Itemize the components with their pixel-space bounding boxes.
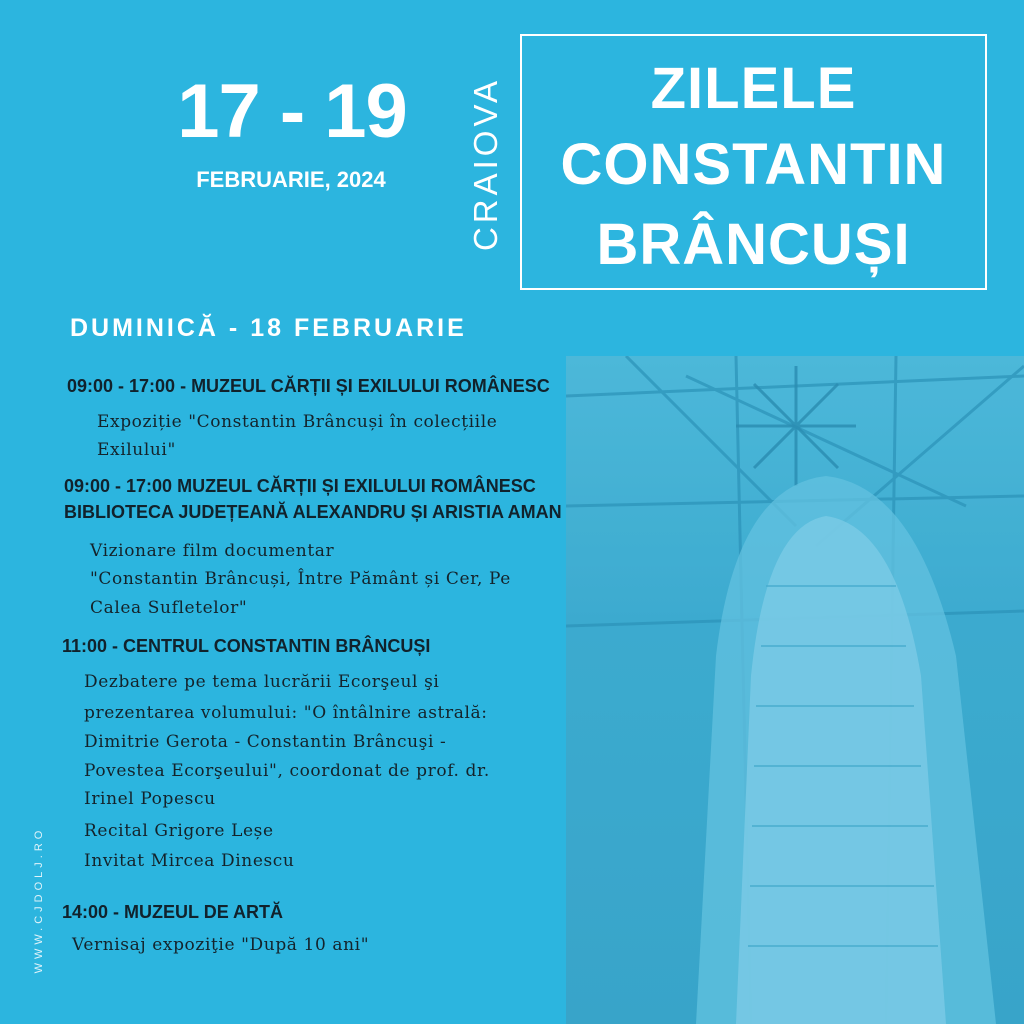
event-2-line-3: Calea Sufletelor" xyxy=(90,598,248,618)
event-4-line-1: Vernisaj expoziţie "După 10 ani" xyxy=(72,935,370,955)
event-1-heading: 09:00 - 17:00 - MUZEUL CĂRȚII ȘI EXILULUI ROMÂNESC xyxy=(67,376,550,396)
sculpture-photo-art xyxy=(566,356,1024,1024)
event-3-line-1: Dezbatere pe tema lucrării Ecorşeul şi xyxy=(84,672,440,692)
event-2-heading-2: BIBLIOTECA JUDEȚEANĂ ALEXANDRU ȘI ARISTIA AMAN xyxy=(64,502,562,522)
event-2-line-2: "Constantin Brâncuși, Între Pământ și Cer, Pe xyxy=(90,569,511,589)
title-line-1: ZILELE xyxy=(650,56,857,121)
event-dates: 17 - 19 xyxy=(177,69,407,154)
event-3-line-7: Invitat Mircea Dinescu xyxy=(84,851,295,871)
city-label: CRAIOVA xyxy=(467,76,504,252)
website-url: WWW.CJDOLJ.RO xyxy=(33,826,45,974)
event-month-year: FEBRUARIE, 2024 xyxy=(196,167,386,192)
city-label-wrap xyxy=(466,64,506,264)
title-line-2: CONSTANTIN xyxy=(560,132,947,197)
event-3-line-2: prezentarea volumului: "O întâlnire astrală: xyxy=(84,703,488,723)
event-3-line-3: Dimitrie Gerota - Constantin Brâncuşi - xyxy=(84,732,447,752)
sculpture-photo xyxy=(566,356,1024,1024)
event-3-line-6: Recital Grigore Leșe xyxy=(84,821,274,841)
event-2-line-1: Vizionare film documentar xyxy=(90,541,335,561)
event-1-line-1: Expoziție "Constantin Brâncuși în colecțiile xyxy=(97,412,498,432)
day-heading: DUMINICĂ - 18 FEBRUARIE xyxy=(70,314,467,342)
event-2-heading: 09:00 - 17:00 MUZEUL CĂRȚII ȘI EXILULUI ROMÂNESC xyxy=(64,476,536,496)
event-3-heading: 11:00 - CENTRUL CONSTANTIN BRÂNCUȘI xyxy=(62,636,431,656)
event-3-line-5: Irinel Popescu xyxy=(84,789,216,809)
event-3-line-4: Povestea Ecorşeului", coordonat de prof. dr. xyxy=(84,761,490,781)
side-url-wrap xyxy=(28,800,50,1000)
event-1-line-2: Exilului" xyxy=(97,440,176,460)
event-4-heading: 14:00 - MUZEUL DE ARTĂ xyxy=(62,902,284,922)
title-box xyxy=(520,34,987,290)
title-line-3: BRÂNCUȘI xyxy=(596,212,911,277)
